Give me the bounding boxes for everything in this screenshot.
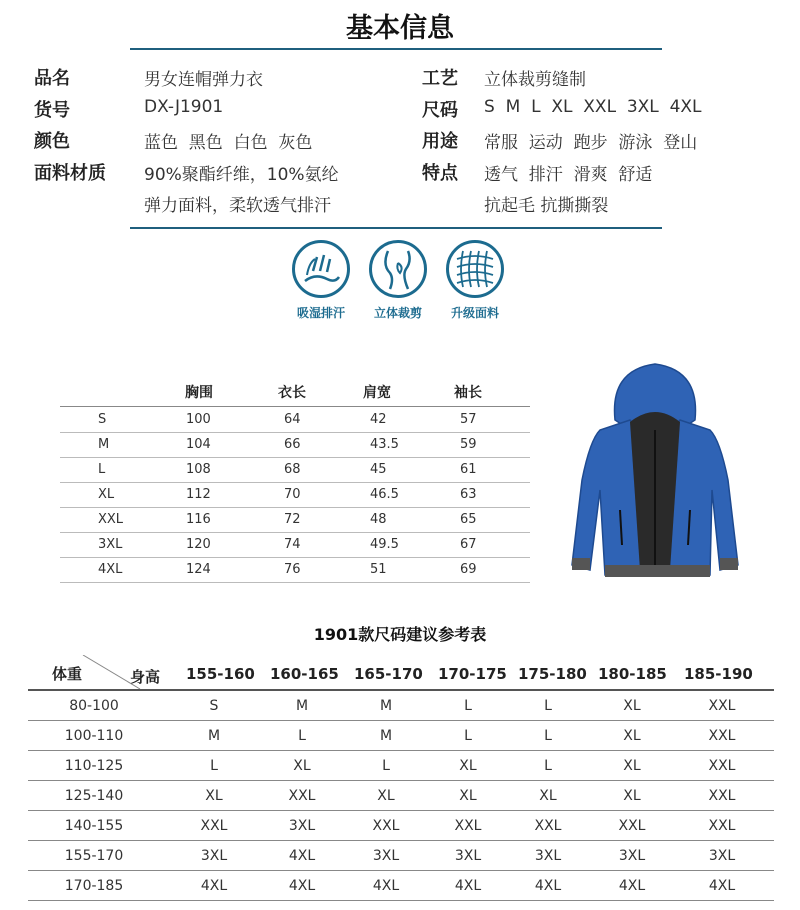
height-col-5: 180-185 [598,665,667,683]
weight-label: 体重 [52,665,83,683]
size-cell: 4XL [534,878,562,894]
size-cell: L [382,758,390,774]
length-cell: 72 [284,512,301,527]
shoulder-cell: 42 [370,412,387,427]
table-row [60,433,530,458]
size-cell: XXL [708,698,736,714]
info-value-craft: 立体裁剪缝制 [484,70,586,90]
height-col-6: 185-190 [684,665,753,683]
table-row [60,408,530,433]
size-cell: 4XL [618,878,646,894]
size-cell: XL [98,487,115,502]
info-value-sku: DX-J1901 [144,97,224,117]
info-value-size: S M L XL XXL 3XL 4XL [484,97,702,117]
info-label-material: 面料材质 [34,163,106,184]
table-row [28,871,774,901]
height-col-3: 170-175 [438,665,507,683]
size-cell: XL [623,698,641,714]
sleeve-cell: 57 [460,412,477,427]
size-cell: XXL [708,728,736,744]
size-cell: XXL [618,818,646,834]
chest-cell: 124 [186,562,211,577]
table-row [28,781,774,811]
feature-moisture [286,240,356,321]
feature-label: 升级面料 [450,306,499,320]
size-cell: S [98,412,107,427]
size-cell: XL [623,758,641,774]
body-contour-icon [369,240,427,298]
sleeve-cell: 65 [460,512,477,527]
table-row [28,841,774,871]
chest-cell: 104 [186,437,211,452]
size-cell: 4XL [372,878,400,894]
weight-cell: 100-110 [64,728,124,744]
size-cell: XXL [200,818,228,834]
size-cell: M [98,437,110,452]
size-cell: XL [459,788,477,804]
feature-fabric [440,240,510,321]
size-cell: XXL [98,512,124,527]
info-value-feature: 透气 排汗 滑爽 舒适 [484,165,653,185]
info-value-name: 男女连帽弹力衣 [144,70,263,90]
size-cell: XL [459,758,477,774]
length-cell: 68 [284,462,301,477]
height-col-4: 175-180 [518,665,587,683]
size-cell: XXL [708,818,736,834]
size-cell: L [544,698,552,714]
sleeve-cell: 69 [460,562,477,577]
size-cell: XL [377,788,395,804]
length-cell: 66 [284,437,301,452]
shoulder-cell: 45 [370,462,387,477]
jacket-icon [560,360,750,590]
weight-cell: 140-155 [64,818,124,834]
info-label-craft: 工艺 [422,68,458,89]
info-label-size: 尺码 [422,100,458,121]
table-row [60,558,530,583]
page-title: 基本信息 [346,13,454,44]
size-cell: 3XL [98,537,123,552]
size-cell: 3XL [288,818,316,834]
sleeve-cell: 63 [460,487,477,502]
shoulder-cell: 48 [370,512,387,527]
size-cell: L [464,728,472,744]
size-cell: 4XL [98,562,123,577]
size-cell: XL [623,788,641,804]
size-header-shoulder: 肩宽 [363,385,391,401]
shoulder-cell: 49.5 [370,537,399,552]
shoulder-cell: 46.5 [370,487,399,502]
size-cell: XL [623,728,641,744]
feature-label: 吸湿排汗 [296,306,345,320]
size-cell: 4XL [454,878,482,894]
info-value-color: 蓝色 黑色 白色 灰色 [144,133,313,153]
info-value-feature-extra: 抗起毛 抗撕撕裂 [484,196,609,216]
weight-cell: 110-125 [64,758,124,774]
table-row [60,458,530,483]
info-label-name: 品名 [34,68,70,89]
weight-cell: 155-170 [64,848,124,864]
size-cell: 4XL [288,878,316,894]
size-table-top-line [60,406,530,407]
size-cell: 4XL [708,878,736,894]
size-cell: M [207,728,221,744]
size-cell: L [544,728,552,744]
size-cell: L [210,758,218,774]
size-cell: L [544,758,552,774]
info-value-usage: 常服 运动 跑步 游泳 登山 [484,133,698,153]
chest-cell: 100 [186,412,211,427]
size-cell: XXL [454,818,482,834]
size-cell: 3XL [454,848,482,864]
chest-cell: 112 [186,487,211,502]
size-cell: 4XL [200,878,228,894]
info-value-material-extra: 弹力面料，柔软透气排汗 [144,196,331,216]
weight-cell: 80-100 [69,698,119,714]
fabric-mesh-icon [446,240,504,298]
size-cell: 3XL [200,848,228,864]
size-cell: XXL [534,818,562,834]
height-label: 身高 [130,668,161,686]
bottom-divider [130,227,662,229]
weight-cell: 170-185 [64,878,124,894]
size-header-length: 衣长 [278,385,306,401]
chest-cell: 120 [186,537,211,552]
height-col-2: 165-170 [354,665,423,683]
size-cell: 3XL [618,848,646,864]
height-col-1: 160-165 [270,665,339,683]
info-label-feature: 特点 [422,163,458,184]
feature-label: 立体裁剪 [373,306,422,320]
info-label-color: 颜色 [34,131,70,152]
shoulder-cell: 43.5 [370,437,399,452]
info-value-material: 90%聚酯纤维，10%氨纶 [144,165,339,185]
moisture-wicking-icon [292,240,350,298]
sleeve-cell: 67 [460,537,477,552]
size-cell: XL [539,788,557,804]
length-cell: 74 [284,537,301,552]
table-row [60,483,530,508]
size-cell: 3XL [708,848,736,864]
size-cell: 3XL [534,848,562,864]
size-cell: M [379,728,393,744]
top-divider [130,48,662,50]
size-cell: XL [205,788,223,804]
size-cell: 4XL [288,848,316,864]
table-row [28,691,774,721]
table-row [60,533,530,558]
size-cell: 3XL [372,848,400,864]
size-cell: L [298,728,306,744]
shoulder-cell: 51 [370,562,387,577]
table-row [60,508,530,533]
height-col-0: 155-160 [186,665,255,683]
diagonal-divider [28,655,143,691]
size-header-sleeve: 袖长 [454,385,482,401]
length-cell: 64 [284,412,301,427]
recommend-title: 1901款尺码建议参考表 [313,625,487,644]
chest-cell: 116 [186,512,211,527]
feature-cut [363,240,433,321]
sleeve-cell: 59 [460,437,477,452]
length-cell: 76 [284,562,301,577]
info-label-sku: 货号 [34,100,70,121]
size-cell: XXL [372,818,400,834]
weight-cell: 125-140 [64,788,124,804]
chest-cell: 108 [186,462,211,477]
length-cell: 70 [284,487,301,502]
size-cell: M [295,698,309,714]
size-cell: XXL [708,758,736,774]
size-cell: L [98,462,106,477]
table-row [28,811,774,841]
size-header-chest: 胸围 [185,385,213,401]
table-row [28,721,774,751]
sleeve-cell: 61 [460,462,477,477]
size-cell: S [209,698,219,714]
size-cell: M [379,698,393,714]
size-cell: XXL [708,788,736,804]
info-label-usage: 用途 [422,131,458,152]
size-cell: XL [293,758,311,774]
size-cell: L [464,698,472,714]
table-row [28,751,774,781]
size-cell: XXL [288,788,316,804]
